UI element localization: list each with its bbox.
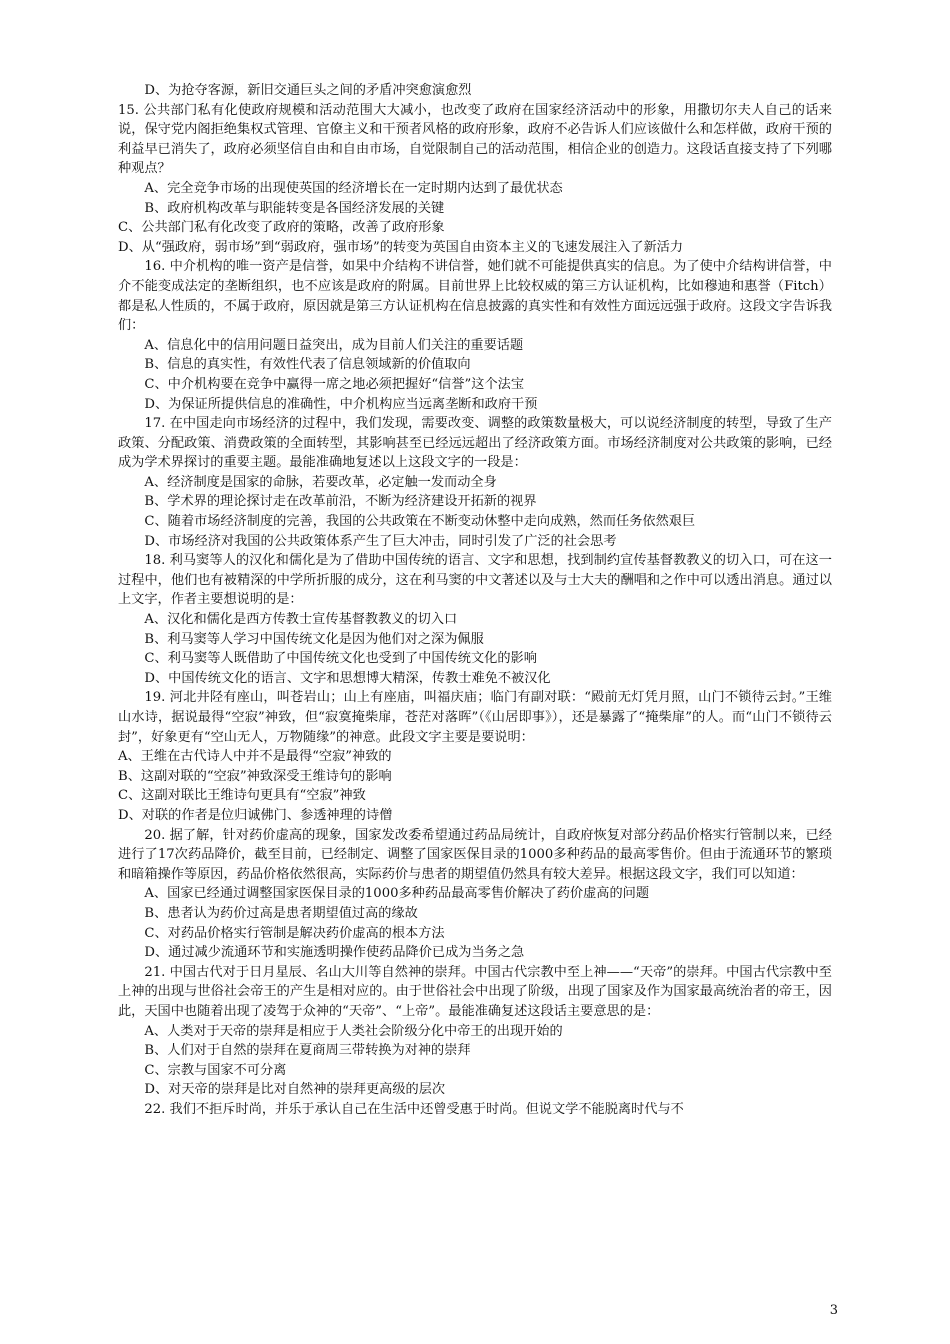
option-b: B、政府机构改革与职能转变是各国经济发展的关键: [144, 200, 445, 216]
question-stem: 22. 我们不拒斥时尚，并乐于承认自己在生活中还曾受惠于时尚。但说文学不能脱离时代与不: [144, 1101, 684, 1117]
option-a: A、经济制度是国家的命脉，若要改革，必定触一发而动全身: [144, 474, 497, 490]
question-stem: 19. 河北井陉有座山，叫苍岩山；山上有座庙，叫福庆庙；临门有副对联：“殿前无灯凭月照，山门不锁待云封。”王维山水诗，据说最得“空寂”神致，但“寂寞掩柴扉，苍茫对落晖”（《山居即事》），还是暴露了“掩柴扉”的人。而“山门不锁待云封”，好象更有“空山无人，万物随缘”的神意。此段文字主要是要说明：: [118, 690, 832, 745]
question-stem: 17. 在中国走向市场经济的过程中，我们发现，需要改变、调整的政策数量极大，可以说经济制度的转型，导致了生产政策、分配政策、消费政策的全面转型，其影响甚至已经远远超出了经济政策方面。市场经济制度对公共政策的影响，已经成为学术界探讨的重要主题。最能准确地复述以上这段文字的一段是：: [118, 416, 832, 471]
question-16: [118, 257, 832, 414]
option-text: D、为抢夺客源，新旧交通巨头之间的矛盾冲突愈演愈烈: [144, 83, 472, 98]
option-d: D、从“强政府，弱市场”到“弱政府，强市场”的转变为英国自由资本主义的飞速发展注入了新活力: [118, 239, 684, 255]
option-c: C、利马窦等人既借助了中国传统文化也受到了中国传统文化的影响: [144, 651, 537, 667]
question-stem: 21. 中国古代对于日月星辰、名山大川等自然神的崇拜。中国古代宗教中至上神——“天帝”的崇拜。中国古代宗教中至上神的出现与世俗社会帝王的产生是相对应的。由于世俗社会中出现了阶级，出现了国家及作为国家最高统治者的帝王，因此，天国中也随着出现了凌驾于众神的“天帝”、“上帝”。最能准确复述这段话主要意思的是：: [118, 964, 832, 1019]
option-d: D、市场经济对我国的公共政策体系产生了巨大冲击，同时引发了广泛的社会思考: [144, 533, 617, 549]
question-19: [118, 688, 832, 825]
option-a: A、王维在古代诗人中并不是最得“空寂”神致的: [118, 749, 392, 765]
question-21: [118, 963, 832, 1100]
document-page: [118, 81, 832, 1119]
option-c: C、宗教与国家不可分离: [144, 1062, 287, 1078]
option-d: D、为保证所提供信息的准确性，中介机构应当远离垄断和政府干预: [144, 396, 538, 412]
option-d: D、中国传统文化的语言、文字和思想博大精深，传教士难免不被汉化: [144, 670, 551, 686]
page-number: 3: [829, 1303, 838, 1318]
option-c: C、公共部门私有化改变了政府的策略，改善了政府形象: [118, 220, 445, 236]
option-b: B、人们对于自然的崇拜在夏商周三带转换为对神的崇拜: [144, 1043, 471, 1059]
option-c: C、随着市场经济制度的完善，我国的公共政策在不断变动休整中走向成熟，然而任务依然艰巨: [144, 514, 696, 530]
option-c: C、这副对联比王维诗句更具有“空寂”神致: [118, 788, 366, 804]
option-a: A、国家已经通过调整国家医保目录的1000多种药品最高零售价解决了药价虚高的问题: [144, 886, 650, 902]
option-c: C、对药品价格实行管制是解决药价虚高的根本方法: [144, 925, 445, 941]
option-d: D、对联的作者是位归诚佛门、参透神理的诗僧: [118, 807, 393, 823]
question-20: [118, 826, 832, 963]
option-b: B、这副对联的“空寂”神致深受王维诗句的影响: [118, 768, 392, 784]
question-stem: 16. 中介机构的唯一资产是信誉，如果中介结构不讲信誉，她们就不可能提供真实的信息。为了使中介结构讲信誉，中介不能变成法定的垄断组织，也不应该是政府的附属。目前世界上比较权威的第三方认证机构，比如穆迪和惠誉（Fitch）都是私人性质的，不属于政府，原因就是第三方认证机构在信息披露的真实性和有效性方面远远强于政府。这段文字告诉我们：: [118, 259, 832, 334]
question-stem: 15. 公共部门私有化使政府规模和活动范围大大减小，也改变了政府在国家经济活动中的形象，用撒切尔夫人自己的话来说，保守党内阁拒绝集权式管理、官僚主义和干预者风格的政府形象，政府不必告诉人们应该做什么和怎样做，政府干预的利益早已消失了，政府必须坚信自由和自由市场，自觉限制自己的活动范围，相信企业的创造力。这段话直接支持了下列哪种观点？: [118, 102, 832, 177]
option-b: B、患者认为药价过高是患者期望值过高的缘故: [144, 905, 418, 921]
option-b: B、利马窦等人学习中国传统文化是因为他们对之深为佩服: [144, 631, 484, 647]
question-stem: 20. 据了解，针对药价虚高的现象，国家发改委希望通过药品局统计，自政府恢复对部分药品价格实行管制以来，已经进行了17次药品降价，截至目前，已经制定、调整了国家医保目录的1000多种药品的最高零售价。但由于流通环节的繁琐和暗箱操作等原因，药品价格依然很高，实际药价与患者的期望值仍然具有较大差异。根据这段文字，我们可以知道：: [118, 827, 832, 882]
option-d: D、通过减少流通环节和实施透明操作使药品降价已成为当务之急: [144, 945, 525, 961]
option-a: A、汉化和儒化是西方传教士宣传基督教教义的切入口: [144, 612, 458, 628]
option-a: A、完全竞争市场的出现使英国的经济增长在一定时期内达到了最优状态: [144, 180, 563, 196]
question-stem: 18. 利马窦等人的汉化和儒化是为了借助中国传统的语言、文字和思想，找到制约宣传基督教教义的切入口，可在这一过程中，他们也有被精深的中学所折服的成分，这在利马窦的中文著述以及与士大夫的酬唱和之作中可以透出消息。通过以上文字，作者主要想说明的是：: [118, 553, 832, 608]
option-a: A、人类对于天帝的崇拜是相应于人类社会阶级分化中帝王的出现开始的: [144, 1023, 563, 1039]
option-a: A、信息化中的信用问题日益突出，成为目前人们关注的重要话题: [144, 337, 524, 353]
question-15: [118, 101, 832, 258]
question-18: [118, 551, 832, 688]
question-17: [118, 414, 832, 551]
question-22: [118, 1100, 832, 1120]
option-b: B、信息的真实性，有效性代表了信息领域新的价值取向: [144, 357, 471, 373]
option-b: B、学术界的理论探讨走在改革前沿，不断为经济建设开拓新的视界: [144, 494, 537, 510]
option-c: C、中介机构要在竞争中赢得一席之地必须把握好“信誉”这个法宝: [144, 376, 525, 392]
option-d: D、对天帝的崇拜是比对自然神的崇拜更高级的层次: [144, 1082, 446, 1098]
